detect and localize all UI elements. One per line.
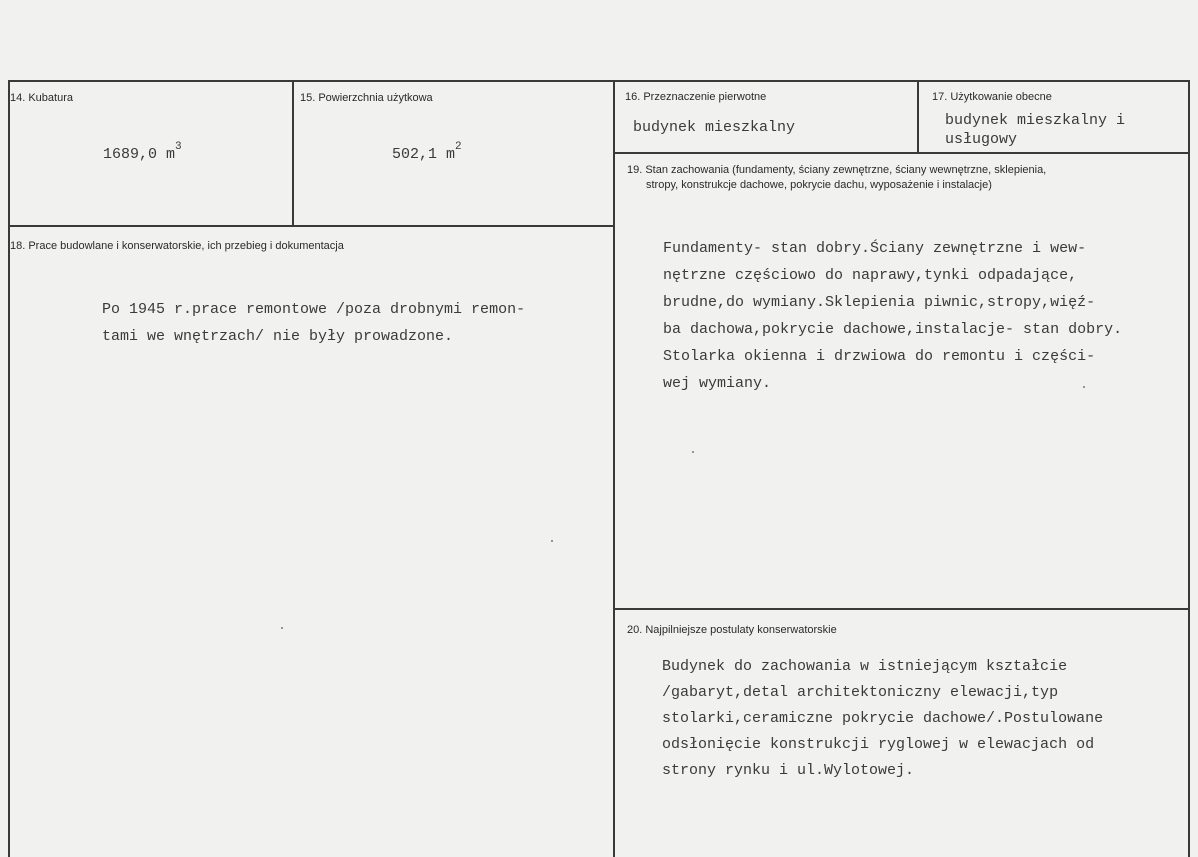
field-20-line: strony rynku i ul.Wylotowej. — [662, 762, 915, 779]
rule-row-14-18 — [8, 225, 614, 227]
field-14-exponent: 3 — [175, 141, 182, 153]
field-19-line: ba dachowa,pokrycie dachowe,instalacje- stan dobry. — [663, 321, 1123, 338]
field-19-label-line1: 19. Stan zachowania (fundamenty, ściany zewnętrzne, ściany wewnętrzne, sklepienia, — [627, 164, 1047, 176]
field-20-text — [662, 654, 1103, 784]
scan-speck — [692, 451, 694, 453]
field-19-line: wej wymiany. — [663, 375, 772, 392]
field-15-value — [392, 141, 462, 163]
field-20-line: Budynek do zachowania w istniejącym kształcie — [662, 658, 1068, 675]
rule-col-14-15 — [292, 80, 294, 226]
rule-top — [8, 80, 1190, 82]
field-20-label: 20. Najpilniejsze postulaty konserwatorskie — [627, 624, 837, 636]
rule-col-mid — [613, 80, 615, 857]
field-18-line: Po 1945 r.prace remontowe /poza drobnymi remon- — [102, 301, 526, 318]
field-15-label: 15. Powierzchnia użytkowa — [300, 92, 433, 104]
rule-row-19-20 — [613, 608, 1190, 610]
field-20-line: /gabaryt,detal architektoniczny elewacji,typ — [662, 684, 1059, 701]
rule-right — [1188, 80, 1190, 857]
field-20-line: odsłonięcie konstrukcji ryglowej w elewacjach od — [662, 736, 1095, 753]
field-18-line: tami we wnętrzach/ nie były prowadzone. — [102, 328, 454, 345]
scan-speck — [1083, 386, 1085, 388]
field-15-exponent: 2 — [455, 141, 462, 153]
field-19-line: Stolarka okienna i drzwiowa do remontu i części- — [663, 348, 1096, 365]
field-18-label: 18. Prace budowlane i konserwatorskie, ich przebieg i dokumentacja — [10, 240, 344, 252]
scan-speck — [281, 627, 283, 629]
rule-row-16-19 — [613, 152, 1190, 154]
field-14-number: 1689,0 m — [103, 146, 176, 163]
field-14-label: 14. Kubatura — [10, 92, 73, 104]
rule-left — [8, 80, 10, 857]
field-19-line: nętrzne częściowo do naprawy,tynki odpadające, — [663, 267, 1078, 284]
rule-col-16-17 — [917, 80, 919, 153]
field-16-label: 16. Przeznaczenie pierwotne — [625, 91, 767, 103]
field-19-label-line2: stropy, konstrukcje dachowe, pokrycie dachu, wyposażenie i instalacje) — [646, 179, 992, 191]
field-15-number: 502,1 m — [392, 146, 456, 163]
field-17-label: 17. Użytkowanie obecne — [932, 91, 1052, 103]
field-17-line: usługowy — [945, 131, 1018, 148]
field-17-value — [945, 111, 1125, 149]
field-18-text — [102, 296, 525, 350]
field-16-value: budynek mieszkalny — [633, 119, 796, 136]
field-14-value — [103, 141, 182, 163]
field-19-line: Fundamenty- stan dobry.Ściany zewnętrzne i wew- — [663, 240, 1087, 257]
scan-speck — [551, 540, 553, 542]
field-20-line: stolarki,ceramiczne pokrycie dachowe/.Postulowane — [662, 710, 1104, 727]
field-19-line: brudne,do wymiany.Sklepienia piwnic,stropy,więź- — [663, 294, 1096, 311]
field-17-line: budynek mieszkalny i — [945, 112, 1126, 129]
field-19-text — [663, 235, 1122, 397]
